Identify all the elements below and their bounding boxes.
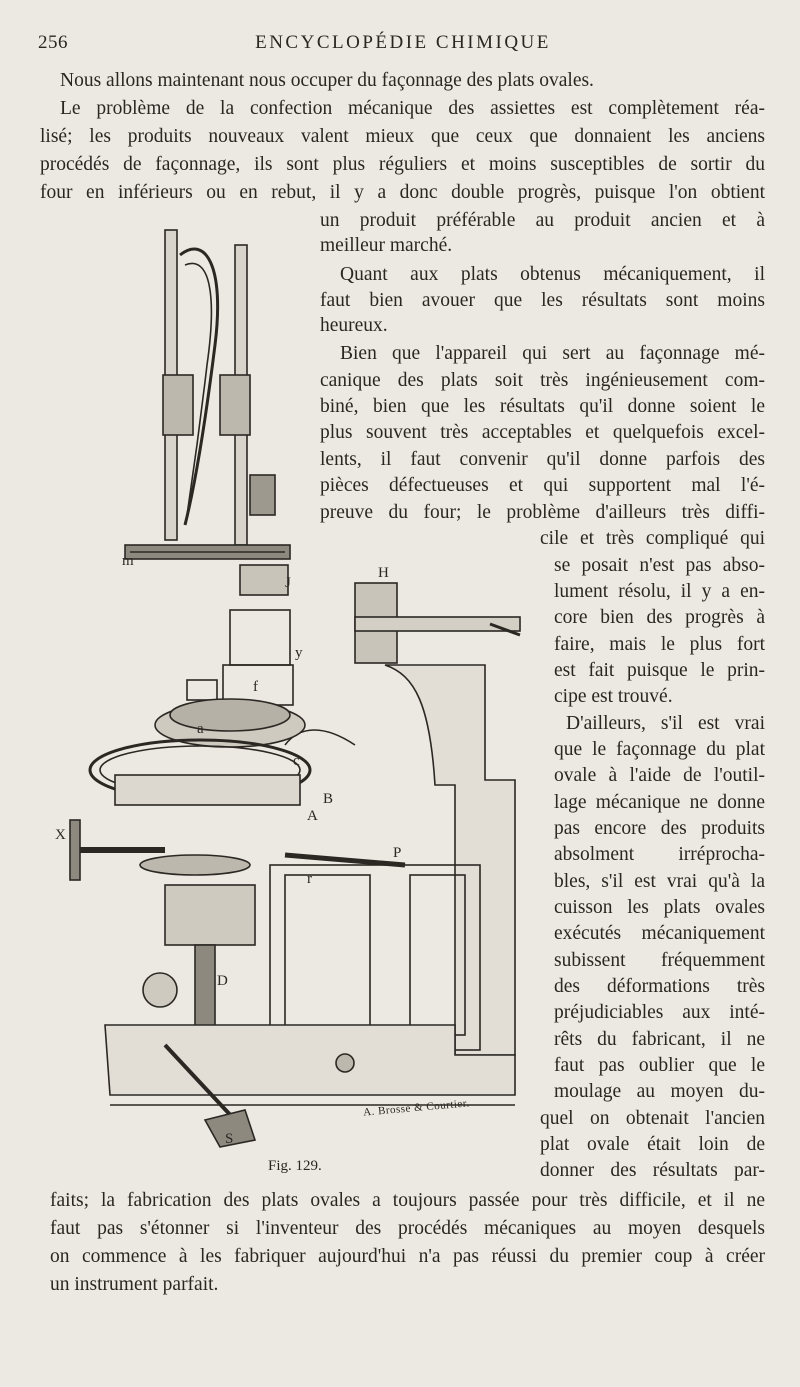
text-line: ovale à l'aide de l'outil- xyxy=(554,765,765,786)
label-c: c xyxy=(293,753,300,769)
text-line: lage mécanique ne donne xyxy=(554,792,765,813)
text-line: core bien des progrès à xyxy=(554,607,765,628)
text-line: cipe est trouvé. xyxy=(554,686,673,707)
text-line: faut pas oublier que le xyxy=(554,1055,765,1076)
text-line: Quant aux plats obtenus mécaniquement, il xyxy=(340,264,765,285)
text-line: meilleur marché. xyxy=(320,235,453,256)
label-J: J xyxy=(285,575,291,591)
figure-caption: Fig. 129. xyxy=(268,1158,322,1174)
text-line: des déformations très xyxy=(554,976,765,997)
text-line: faits; la fabrication des plats ovales a toujours passée pour très difficile, et il ne xyxy=(50,1190,765,1211)
text-line: donner des résultats par- xyxy=(540,1160,765,1181)
text-line: absolment irréprocha- xyxy=(554,844,765,865)
text-line: four en inférieurs ou en rebut, il y a donc double progrès, puisque l'on obtient xyxy=(40,182,765,203)
label-P: P xyxy=(393,845,402,861)
text-line: lument résolu, il y a en- xyxy=(554,581,765,602)
text-line: preuve du four; le problème d'ailleurs très diffi- xyxy=(320,502,765,523)
label-X: X xyxy=(55,827,66,843)
label-f: f xyxy=(253,679,258,695)
running-title: ENCYCLOPÉDIE CHIMIQUE xyxy=(255,32,551,53)
page-number: 256 xyxy=(38,32,68,53)
label-A: A xyxy=(307,808,318,824)
text-line: procédés de façonnage, ils sont plus réguliers et moins susceptibles de sortir du xyxy=(40,154,765,175)
label-r: r xyxy=(307,871,312,887)
text-line: cuisson les plats ovales xyxy=(554,897,765,918)
text-line: pièces défectueuses et qui supportent mal l'é- xyxy=(320,475,765,496)
text-line: canique des plats soit très ingénieusement com- xyxy=(320,370,765,391)
engraver-credit: A. Brosse & Courtier. xyxy=(362,1097,471,1119)
text-line: on commence à les fabriquer aujourd'hui n'a pas réussi du premier coup à créer xyxy=(50,1246,765,1267)
machine-engraving xyxy=(55,225,545,1155)
label-y: y xyxy=(295,645,303,661)
text-line: quel on obtenait l'ancien xyxy=(540,1108,765,1129)
label-S: S xyxy=(225,1131,234,1147)
text-line: que le façonnage du plat xyxy=(554,739,765,760)
text-line: Nous allons maintenant nous occuper du façonnage des plats ovales. xyxy=(60,70,594,91)
text-line: biné, bien que les résultats qu'il donne soient le xyxy=(320,396,765,417)
text-line: préjudiciables aux inté- xyxy=(554,1002,765,1023)
text-line: plus souvent très acceptables et quelquefois excel- xyxy=(320,422,765,443)
text-line: lisé; les produits nouveaux valent mieux que ceux que donnaient les anciens xyxy=(40,126,765,147)
label-D: D xyxy=(217,973,228,989)
text-line: Le problème de la confection mécanique des assiettes est complètement réa- xyxy=(60,98,765,119)
label-a: a xyxy=(197,721,204,737)
text-line: D'ailleurs, s'il est vrai xyxy=(566,713,765,734)
text-line: un instrument parfait. xyxy=(50,1274,219,1295)
text-line: faire, mais le plus fort xyxy=(554,634,765,655)
text-line: exécutés mécaniquement xyxy=(554,923,765,944)
text-line: subissent fréquemment xyxy=(554,950,765,971)
text-line: rêts du fabricant, il ne xyxy=(554,1029,765,1050)
label-m: m xyxy=(122,553,134,569)
page-header xyxy=(38,32,768,56)
text-line: faut bien avouer que les résultats sont moins xyxy=(320,290,765,311)
text-line: est fait puisque le prin- xyxy=(554,660,765,681)
text-line: Bien que l'appareil qui sert au façonnage mé- xyxy=(340,343,765,364)
text-line: pas encore des produits xyxy=(554,818,765,839)
text-line: plat ovale était loin de xyxy=(540,1134,765,1155)
text-line: cile et très compliqué qui xyxy=(540,528,765,549)
label-B: B xyxy=(323,791,334,807)
text-line: lents, il faut convenir qu'il donne parfois des xyxy=(320,449,765,470)
text-line: bles, s'il est vrai qu'à la xyxy=(554,871,765,892)
text-line: moulage au moyen du- xyxy=(554,1081,765,1102)
text-line: heureux. xyxy=(320,315,388,336)
text-line: un produit préférable au produit ancien et à xyxy=(320,210,765,231)
label-H: H xyxy=(378,565,389,581)
text-line: se posait n'est pas abso- xyxy=(554,555,765,576)
text-line: faut pas s'étonner si l'inventeur des procédés mécaniques au moyen desquels xyxy=(50,1218,765,1239)
